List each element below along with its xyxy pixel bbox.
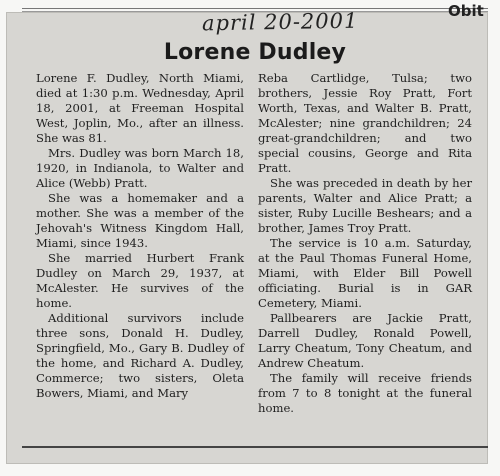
- paragraph: She was a homemaker and a mother. She was a member of the Jehovah's Witness Kingdom Hall, Miami, since 1943.: [36, 191, 244, 250]
- bottom-rule: [22, 446, 488, 448]
- obituary-title: Lorene Dudley: [163, 40, 347, 65]
- paragraph: Additional survivors include three sons, Donald H. Dudley, Springfield, Mo., Gary B. Dudley of the home, and Richard A. Dudley, Commerce; two sisters, Oleta Bowers, Miami, and Mary: [36, 311, 244, 400]
- right-column: [258, 71, 472, 416]
- paragraph: Lorene F. Dudley, North Miami, died at 1:30 p.m. Wednesday, April 18, 2001, at Freeman Hospital West, Joplin, Mo., after an illness. She was 81.: [36, 71, 244, 145]
- top-rule: [22, 8, 488, 9]
- paragraph: She was preceded in death by her parents, Walter and Alice Pratt; a sister, Ruby Lucille Beshears; and a brother, James Troy Pratt.: [258, 176, 472, 235]
- handwritten-date: april 20-2001: [201, 8, 359, 36]
- paragraph: Mrs. Dudley was born March 18, 1920, in Indianola, to Walter and Alice (Webb) Pratt.: [36, 146, 244, 190]
- left-column: [36, 71, 244, 401]
- paragraph: Reba Cartlidge, Tulsa; two brothers, Jessie Roy Pratt, Fort Worth, Texas, and Walter B. Pratt, McAlester; nine grandchildren; 24 great-grandchildren; and two special cousins, George and Rita Pratt.: [258, 71, 472, 175]
- paragraph: She married Hurbert Frank Dudley on March 29, 1937, at McAlester. He survives of the home.: [36, 251, 244, 310]
- paragraph: The service is 10 a.m. Saturday, at the Paul Thomas Funeral Home, Miami, with Elder Bill Powell officiating. Burial is in GAR Cemetery, Miami.: [258, 236, 472, 310]
- paragraph: Pallbearers are Jackie Pratt, Darrell Dudley, Ronald Powell, Larry Cheatum, Tony Cheatum, and Andrew Cheatum.: [258, 311, 472, 370]
- section-label: Obit: [448, 2, 484, 20]
- paragraph: The family will receive friends from 7 to 8 tonight at the funeral home.: [258, 371, 472, 415]
